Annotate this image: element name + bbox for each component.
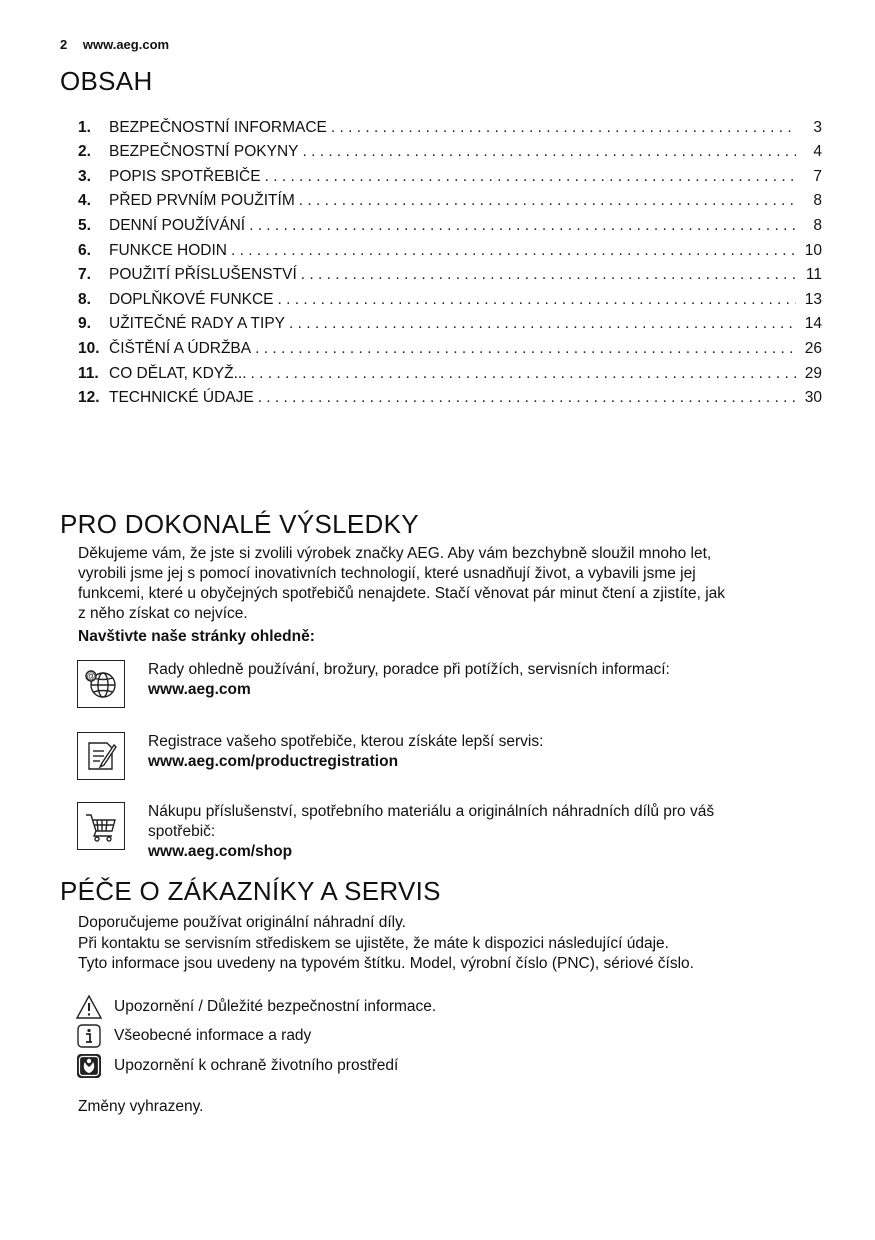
toc-leader-dots: [258, 389, 796, 407]
toc-item[interactable]: [78, 358, 822, 383]
toc-item[interactable]: [78, 210, 822, 235]
toc-item-page: 11: [805, 266, 822, 284]
toc-item-number: 2.: [78, 143, 91, 161]
shopping-cart-icon: [77, 802, 125, 850]
toc-leader-dots: [278, 291, 796, 309]
toc-item-page: 14: [804, 315, 822, 333]
toc-item[interactable]: [78, 161, 822, 186]
toc-item[interactable]: [78, 112, 822, 137]
legend-info: [76, 1023, 676, 1049]
link-description: Rady ohledně používání, brožury, poradce při potížích, servisních informací:: [148, 661, 670, 678]
service-line: Doporučujeme používat originální náhradní díly.: [78, 914, 406, 931]
legend-text: Upozornění / Důležité bezpečnostní informace.: [114, 998, 437, 1015]
toc-leader-dots: [251, 365, 796, 383]
toc-item[interactable]: [78, 309, 822, 334]
changes-notice: Změny vyhrazeny.: [78, 1098, 204, 1115]
header-url[interactable]: www.aeg.com: [82, 37, 170, 52]
toc-leader-dots: [255, 340, 796, 358]
registration-link[interactable]: www.aeg.com/productregistration: [148, 753, 399, 770]
toc-item[interactable]: [78, 235, 822, 260]
link-description: spotřebič:: [148, 823, 216, 840]
toc-item-label: CO DĚLAT, KDYŽ...: [109, 364, 247, 382]
intro-line: z něho získat co nejvíce.: [78, 605, 248, 622]
svg-text:@: @: [86, 671, 96, 681]
toc-leader-dots: [289, 315, 796, 333]
toc-leader-dots: [331, 119, 796, 137]
legend-warning: [76, 994, 676, 1020]
results-section-title: PRO DOKONALÉ VÝSLEDKY: [60, 509, 419, 539]
intro-line: Děkujeme vám, že jste si zvolili výrobek značky AEG. Aby vám bezchybně sloužil mnoho let,: [78, 545, 712, 562]
toc-item-label: FUNKCE HODIN: [109, 241, 227, 259]
toc-item[interactable]: [78, 284, 822, 309]
toc-item-page: 8: [813, 216, 822, 234]
toc-item[interactable]: [78, 137, 822, 162]
toc-item-label: BEZPEČNOSTNÍ INFORMACE: [109, 118, 327, 136]
page-header: [60, 37, 169, 52]
toc-item-page: 3: [813, 118, 822, 136]
toc-item-label: UŽITEČNÉ RADY A TIPY: [109, 315, 286, 333]
toc-item-number: 5.: [78, 216, 91, 234]
toc-leader-dots: [301, 266, 796, 284]
toc-item-page: 30: [804, 389, 822, 407]
intro-line: funkcemi, které u obyčejných spotřebičů nenajdete. Stačí věnovat pár minut čtení a zjistíte, jak: [78, 585, 726, 602]
toc-item-number: 10.: [78, 339, 100, 357]
environment-icon: [76, 1053, 102, 1079]
service-section-title: PÉČE O ZÁKAZNÍKY A SERVIS: [60, 876, 441, 906]
toc-item-number: 4.: [78, 192, 91, 210]
toc-leader-dots: [231, 242, 796, 260]
toc-leader-dots: [302, 143, 796, 161]
legend-text: Upozornění k ochraně životního prostředí: [114, 1057, 399, 1074]
toc-item-label: BEZPEČNOSTNÍ POKYNY: [109, 143, 299, 161]
support-link[interactable]: www.aeg.com: [148, 681, 251, 698]
toc-item-page: 10: [804, 241, 822, 259]
info-icon: [76, 1023, 102, 1049]
toc-item-page: 29: [804, 364, 822, 382]
toc-item[interactable]: [78, 186, 822, 211]
toc-item-label: ČIŠTĚNÍ A ÚDRŽBA: [109, 339, 252, 357]
globe-icon: [77, 660, 125, 708]
toc-item-page: 4: [813, 143, 822, 161]
toc-leader-dots: [249, 217, 796, 235]
toc-item-page: 26: [804, 339, 822, 357]
legend-environment: [76, 1053, 676, 1079]
toc-item-number: 6.: [78, 241, 91, 259]
toc-item-page: 8: [813, 192, 822, 210]
toc-item-page: 7: [813, 167, 822, 185]
toc-item-number: 12.: [78, 389, 100, 407]
toc-item-label: TECHNICKÉ ÚDAJE: [109, 389, 254, 407]
toc-item-label: POPIS SPOTŘEBIČE: [109, 167, 261, 185]
toc-item[interactable]: [78, 333, 822, 358]
toc-item-label: PŘED PRVNÍM POUŽITÍM: [109, 192, 295, 210]
toc-item-number: 9.: [78, 315, 91, 333]
service-line: Při kontaktu se servisním střediskem se ujistěte, že máte k dispozici následující údaje.: [78, 934, 669, 952]
toc-item-number: 3.: [78, 167, 91, 185]
intro-paragraph: [78, 544, 828, 624]
page-number: 2: [60, 37, 68, 52]
toc-item-number: 1.: [78, 118, 91, 136]
toc-item[interactable]: [78, 383, 822, 408]
link-description: Nákupu příslušenství, spotřebního materiálu a originálních náhradních dílů pro váš: [148, 803, 715, 820]
toc-item-page: 13: [804, 290, 822, 308]
warning-icon: [76, 994, 102, 1020]
intro-line: vyrobili jsme jej s pomocí inovativních technologií, které usnadňují život, a vybavili jsme jej: [78, 565, 696, 582]
toc-title: OBSAH: [60, 66, 153, 96]
toc-item-label: DOPLŇKOVÉ FUNKCE: [109, 290, 274, 308]
link-description: Registrace vašeho spotřebiče, kterou získáte lepší servis:: [148, 733, 544, 750]
toc-item-number: 7.: [78, 266, 91, 284]
toc-item[interactable]: [78, 260, 822, 285]
shop-link[interactable]: www.aeg.com/shop: [148, 843, 293, 860]
toc-item-number: 11.: [78, 364, 99, 382]
service-paragraph: [78, 913, 694, 975]
registration-icon: [77, 732, 125, 780]
toc-item-number: 8.: [78, 290, 91, 308]
toc-leader-dots: [265, 168, 796, 186]
legend-text: Všeobecné informace a rady: [114, 1027, 312, 1044]
toc-item-label: POUŽITÍ PŘÍSLUŠENSTVÍ: [109, 266, 297, 284]
visit-heading: Navštivte naše stránky ohledně:: [78, 628, 315, 645]
service-line: Tyto informace jsou uvedeny na typovém štítku. Model, výrobní číslo (PNC), sériové číslo.: [78, 955, 694, 972]
toc-leader-dots: [299, 192, 796, 210]
toc-item-label: DENNÍ POUŽÍVÁNÍ: [109, 216, 246, 234]
table-of-contents: [78, 112, 822, 407]
